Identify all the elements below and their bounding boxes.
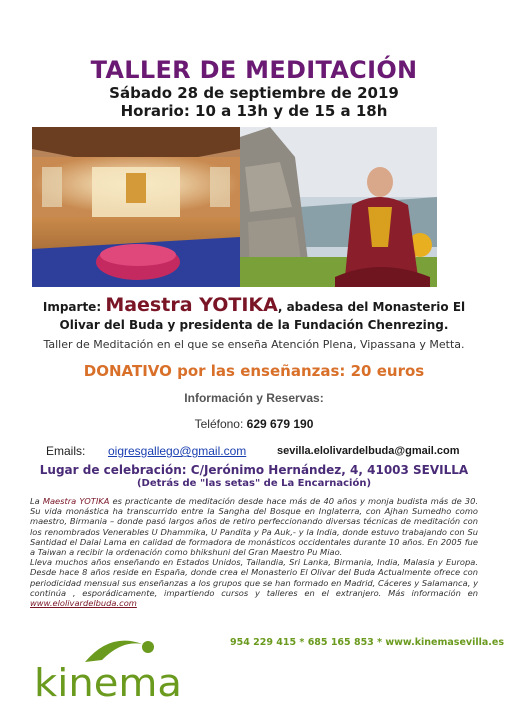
teacher-description — [0, 296, 508, 334]
teacher-line2: Olivar del Buda y presidenta de la Fundación Chenrezing. — [59, 318, 449, 332]
logo-swoosh — [85, 641, 142, 662]
bio-website-link[interactable]: www.elolivardelbuda.com — [30, 598, 137, 609]
event-date: Sábado 28 de septiembre de 2019 — [109, 84, 399, 102]
kinema-logo — [30, 630, 190, 702]
teacher-photo — [240, 127, 437, 287]
email-2: sevilla.elolivardelbuda@gmail.com — [277, 445, 460, 457]
contact-line: 954 229 415 * 685 165 853 * www.kinemasevilla.es — [230, 637, 504, 648]
logo-text: kinema — [34, 661, 182, 702]
photo-banner — [32, 127, 437, 287]
phone-number: 629 679 190 — [246, 417, 314, 431]
event-hours: Horario: 10 a 13h y de 15 a 18h — [120, 102, 388, 120]
teacher-prefix: Imparte: — [42, 300, 106, 314]
venue-note: (Detrás de "las setas" de La Encarnación) — [136, 478, 372, 489]
logo-dot — [142, 641, 154, 653]
bio-intro: La — [30, 496, 43, 506]
email-link-1[interactable]: oigresgallego@gmail.com — [108, 444, 247, 458]
info-heading: Información y Reservas: — [184, 391, 324, 405]
teacher-bio — [30, 496, 478, 608]
bio-paragraph-2: Lleva muchos años enseñando en Estados Unidos, Tailandia, Sri Lanka, Birmania, India, Malasia y Europa. Desde hace 8 años reside en España, donde crea el Monasterio El Olivar del Buda Actualmente ofrece con periodicidad mensual sus enseñanzas a los grupos que se han formado en Madrid, Cáceres y Salamanca, y continúa , esporádicamente, impartiendo cursos y talleres en el extranjero. Más información en — [30, 557, 478, 598]
teacher-line1-rest: , abadesa del Monasterio El — [277, 300, 466, 314]
meditation-hall-photo — [32, 127, 240, 287]
emails-label: Emails: — [46, 444, 86, 458]
course-description: Taller de Meditación en el que se enseña Atención Plena, Vipassana y Metta. — [43, 338, 465, 351]
bio-teacher-name: Maestra YOTIKA — [42, 496, 110, 506]
bio-paragraph-1: es practicante de meditación desde hace más de 40 años y monja budista más de 30. Su vida monástica ha transcurrido entre la Sangha del Bosque en Inglaterra, con Ajhan Sumedho como maestro, Birmania – donde pasó largos años de retiro perfeccionando diversas técnicas de meditación con los renombrados Venerables U Dhammika, U Pandita y Pa Auk,- y la India, donde estuvo trabajando con Su Santidad el Dalai Lama en calidad de formadora de monásticos occidentales durante 10 años. En 2005 fue a Taiwan a recibir la ordenación como bhikshuni del Gran Maestro Pu Miao. — [30, 496, 478, 558]
donation-price: DONATIVO por las enseñanzas: 20 euros — [83, 362, 425, 380]
phone-line — [0, 417, 508, 431]
phone-label: Teléfono: — [194, 417, 247, 431]
venue-address: Lugar de celebración: C/Jerónimo Hernández, 4, 41003 SEVILLA — [39, 463, 469, 477]
poster-title: TALLER DE MEDITACIÓN — [90, 56, 418, 84]
teacher-name: Maestra YOTIKA — [105, 294, 278, 316]
